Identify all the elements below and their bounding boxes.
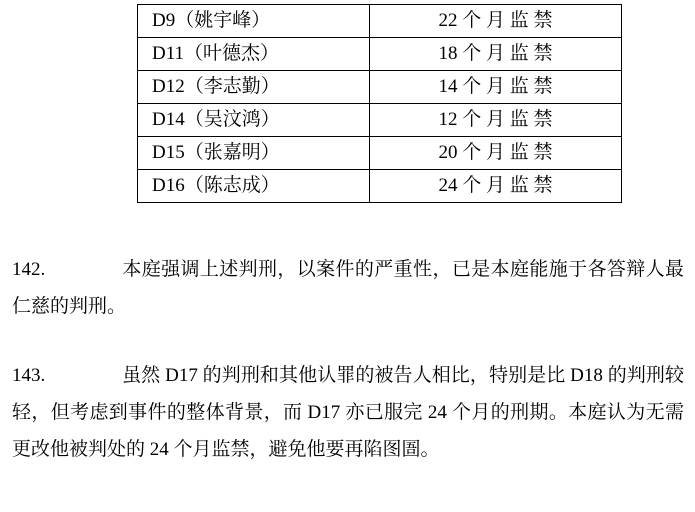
table-cell-defendant: D12（李志勤） [138, 71, 370, 104]
paragraph-143 [12, 357, 684, 468]
table-cell-defendant: D16（陈志成） [138, 170, 370, 203]
paragraph-number: 143. [12, 365, 46, 386]
table-cell-sentence: 12 个 月 监 禁 [370, 104, 622, 137]
table-cell-defendant: D15（张嘉明） [138, 137, 370, 170]
paragraph-text: 虽然 D17 的判刑和其他认罪的被告人相比，特别是比 D18 的判刑较轻，但考虑到事件的整体背景，而 D17 亦已服完 24 个月的刑期。本庭认为无需更改他被判处的 24 个月监禁，避免他要再陷图圄。 [12, 365, 684, 460]
paragraph-text: 本庭强调上述判刑，以案件的严重性，已是本庭能施于各答辩人最仁慈的判刑。 [12, 259, 684, 317]
table-row [138, 137, 622, 170]
table-cell-defendant: D11（叶德杰） [138, 38, 370, 71]
table-row [138, 5, 622, 38]
table-cell-sentence: 18 个 月 监 禁 [370, 38, 622, 71]
paragraph-number: 142. [12, 259, 46, 280]
table-cell-defendant: D14（吴汶鸿） [138, 104, 370, 137]
sentence-table [137, 4, 622, 203]
table-cell-defendant: D9（姚宇峰） [138, 5, 370, 38]
table-cell-sentence: 24 个 月 监 禁 [370, 170, 622, 203]
table-row [138, 71, 622, 104]
paragraph-142 [12, 251, 684, 325]
table-cell-sentence: 22 个 月 监 禁 [370, 5, 622, 38]
table-body [138, 5, 622, 203]
table-cell-sentence: 14 个 月 监 禁 [370, 71, 622, 104]
table-row [138, 38, 622, 71]
table-row [138, 104, 622, 137]
table-cell-sentence: 20 个 月 监 禁 [370, 137, 622, 170]
table-row [138, 170, 622, 203]
